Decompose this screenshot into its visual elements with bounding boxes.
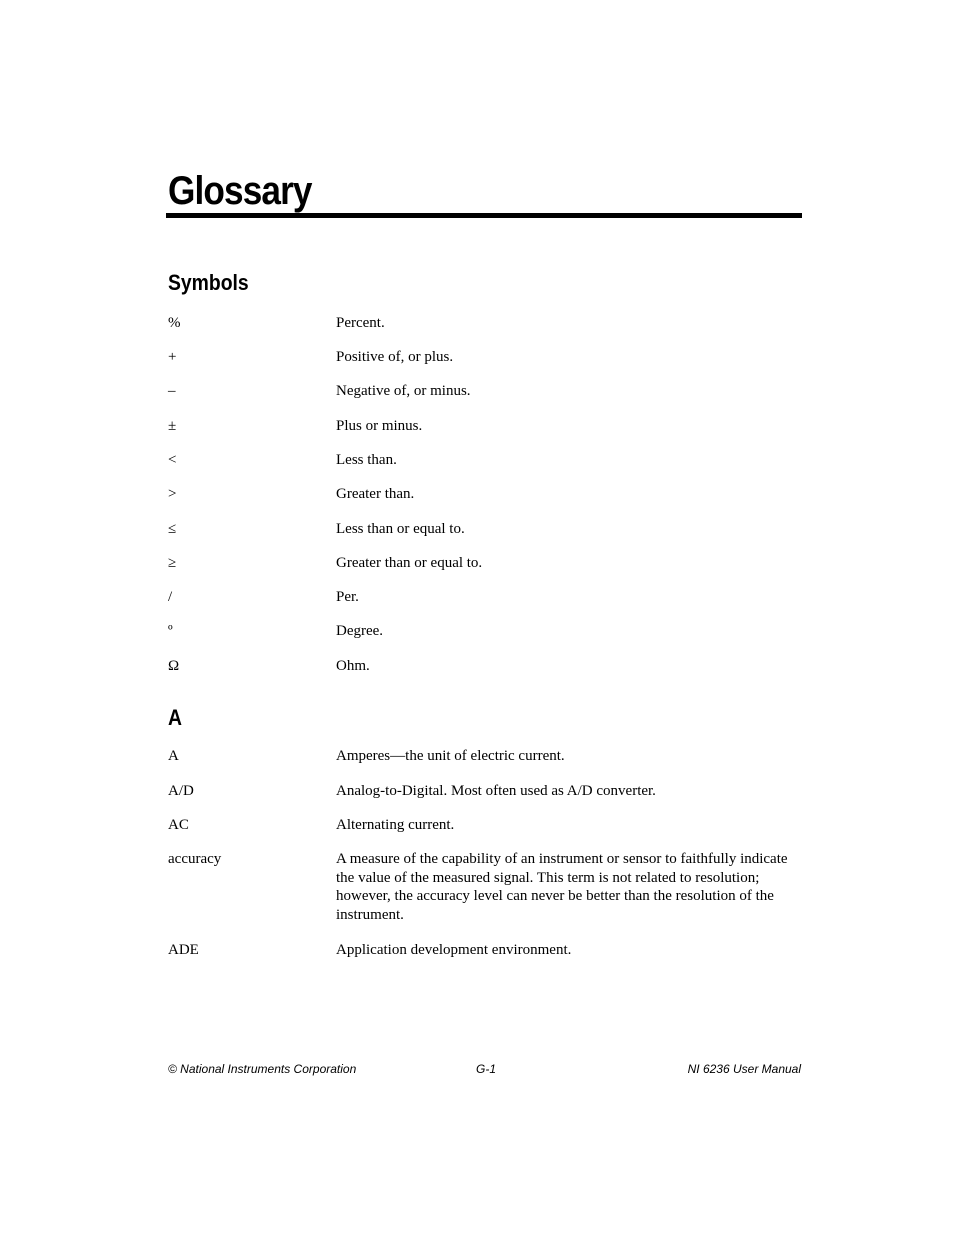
footer-page-number: G-1 (476, 1062, 497, 1076)
glossary-definition: Per. (336, 589, 359, 605)
glossary-definition: Degree. (336, 623, 384, 639)
glossary-term: – (168, 383, 176, 399)
title-rule (166, 213, 802, 218)
glossary-term: % (168, 315, 181, 331)
glossary-definition: Negative of, or minus. (336, 383, 471, 399)
glossary-term: > (168, 486, 177, 502)
glossary-definition: Ohm. (336, 658, 370, 674)
glossary-term: ≤ (168, 521, 177, 537)
glossary-definition: Positive of, or plus. (336, 349, 454, 365)
glossary-definition: Analog-to-Digital. Most often used as A/D converter. (336, 783, 656, 799)
glossary-definition: Application development environment. (336, 942, 572, 958)
footer-copyright: © National Instruments Corporation (168, 1062, 357, 1076)
glossary-definition: Percent. (336, 315, 385, 331)
glossary-term: ± (168, 418, 177, 434)
glossary-term: + (168, 349, 177, 365)
glossary-definition: Alternating current. (336, 817, 455, 833)
glossary-term: Ω (168, 658, 180, 674)
section-heading-a: A (168, 705, 182, 730)
glossary-term: accuracy (168, 851, 222, 867)
glossary-term: A (168, 748, 179, 764)
glossary-term: AC (168, 817, 189, 833)
glossary-definition: Greater than. (336, 486, 415, 502)
glossary-term: A/D (168, 783, 194, 799)
glossary-definition: Greater than or equal to. (336, 555, 483, 571)
glossary-definition: Amperes—the unit of electric current. (336, 748, 565, 764)
glossary-definition: Less than. (336, 452, 397, 468)
glossary-term: / (168, 589, 173, 605)
page-title: Glossary (168, 169, 312, 213)
glossary-definition: Less than or equal to. (336, 521, 465, 537)
glossary-term: < (168, 452, 177, 468)
glossary-definition: A measure of the capability of an instrument or sensor to faithfully indicate the value of the measured signal. This term is not related to resolution; however, the accuracy level can never be better than the resolution of the instrument. (336, 851, 788, 923)
footer-manual-title: NI 6236 User Manual (687, 1062, 801, 1076)
glossary-definition: Plus or minus. (336, 418, 423, 434)
glossary-term: º (168, 623, 173, 639)
glossary-term: ADE (168, 942, 199, 958)
glossary-term: ≥ (168, 555, 177, 571)
section-heading-symbols: Symbols (168, 270, 249, 295)
